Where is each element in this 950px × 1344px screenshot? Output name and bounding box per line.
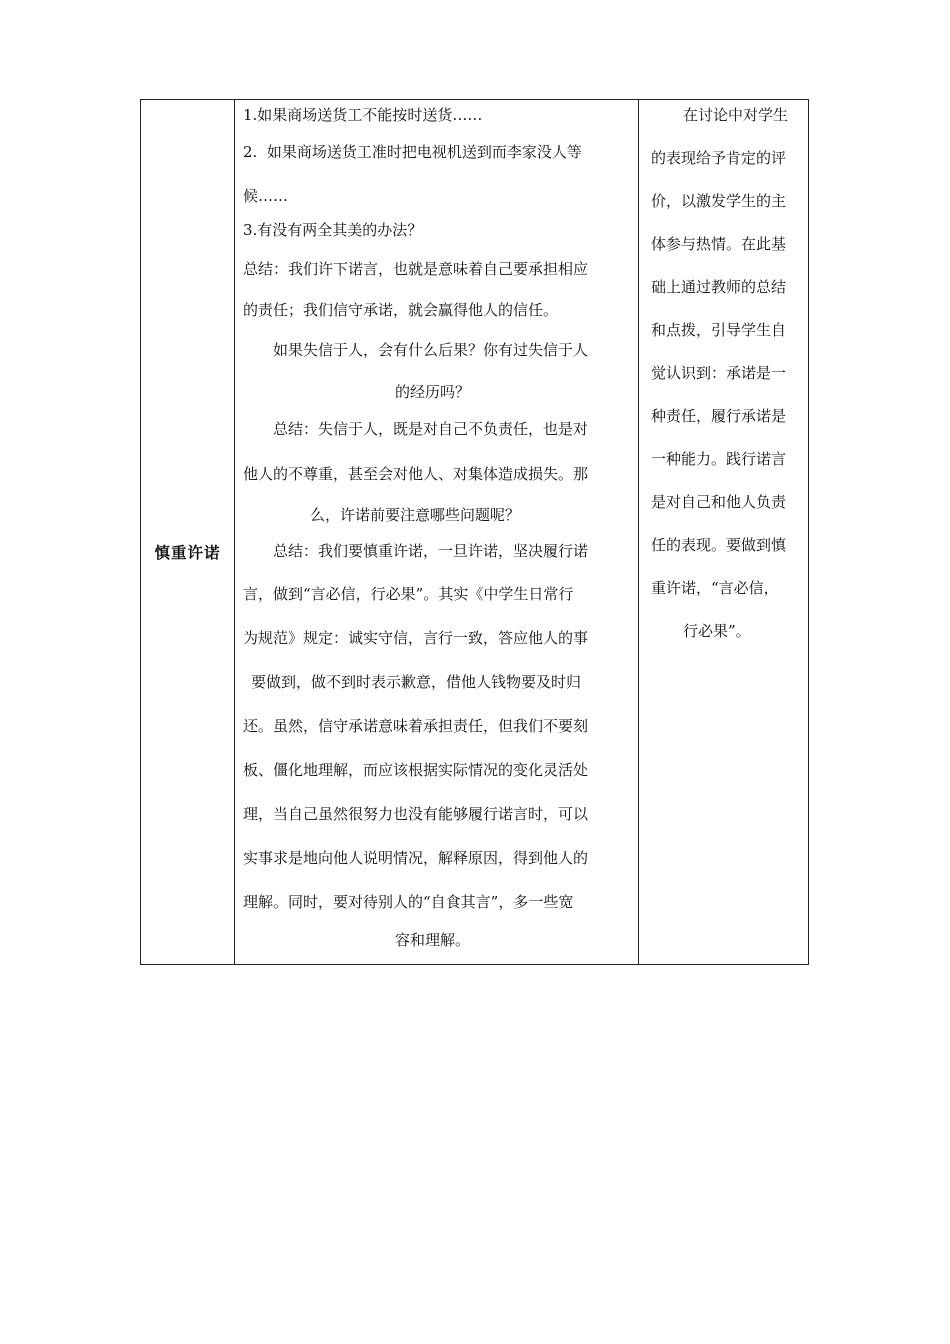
content-line: 的经历吗？ [395, 383, 471, 401]
notes-line: 和点拨，引导学生自 [651, 321, 787, 339]
notes-line: 的表现给予肯定的评 [651, 149, 787, 167]
content-line: 容和理解。 [395, 931, 471, 949]
content-line: 他人的不尊重，甚至会对他人、对集体造成损失。那 [243, 465, 589, 483]
lesson-table [140, 99, 809, 965]
notes-line: 行必果”。 [683, 622, 751, 640]
topic-cell [141, 100, 235, 964]
notes-line: 在讨论中对学生 [683, 106, 789, 124]
content-line: 1.如果商场送货工不能按时送货…… [243, 106, 483, 124]
content-line: 总结：我们要慎重许诺，一旦许诺，坚决履行诺 [273, 542, 589, 560]
notes-line: 任的表现。要做到慎 [651, 536, 787, 554]
content-cell [235, 100, 639, 964]
content-line: 实事求是地向他人说明情况，解释原因，得到他人的 [243, 849, 589, 867]
content-line: 么，许诺前要注意哪些问题呢？ [310, 506, 521, 524]
notes-cell [639, 100, 808, 964]
content-line: 理解。同时，要对待别人的“自食其言”，多一些宽 [243, 893, 574, 911]
notes-line: 觉认识到：承诺是一 [651, 364, 787, 382]
content-line: 3.有没有两全其美的办法？ [243, 221, 423, 239]
topic-label: 慎重许诺 [154, 544, 221, 562]
notes-line: 础上通过教师的总结 [651, 278, 787, 296]
content-line: 为规范》规定：诚实守信，言行一致，答应他人的事 [243, 629, 589, 647]
content-line: 总结：我们许下诺言，也就是意味着自己要承担相应 [243, 260, 589, 278]
content-line: 候…… [243, 187, 289, 205]
notes-line: 体参与热情。在此基 [651, 235, 787, 253]
content-line: 如果失信于人，会有什么后果？你有过失信于人 [273, 341, 589, 359]
notes-line: 种责任，履行承诺是 [651, 407, 787, 425]
content-line: 2. 如果商场送货工准时把电视机送到而李家没人等 [243, 143, 582, 161]
content-line: 总结：失信于人，既是对自己不负责任，也是对 [273, 420, 589, 438]
content-line: 言，做到“言必信，行必果”。其实《中学生日常行 [243, 585, 574, 603]
content-line: 要做到，做不到时表示歉意，借他人钱物要及时归 [251, 673, 582, 691]
content-line: 还。虽然，信守承诺意味着承担责任，但我们不要刻 [243, 717, 589, 735]
content-line: 板、僵化地理解，而应该根据实际情况的变化灵活处 [243, 761, 589, 779]
notes-line: 一种能力。践行诺言 [651, 450, 787, 468]
notes-line: 重许诺，“言必信， [651, 579, 779, 597]
notes-line: 价，以激发学生的主 [651, 192, 787, 210]
content-line: 的责任；我们信守承诺，就会赢得他人的信任。 [243, 301, 559, 319]
notes-line: 是对自己和他人负责 [651, 493, 787, 511]
content-line: 理，当自己虽然很努力也没有能够履行诺言时，可以 [243, 805, 589, 823]
